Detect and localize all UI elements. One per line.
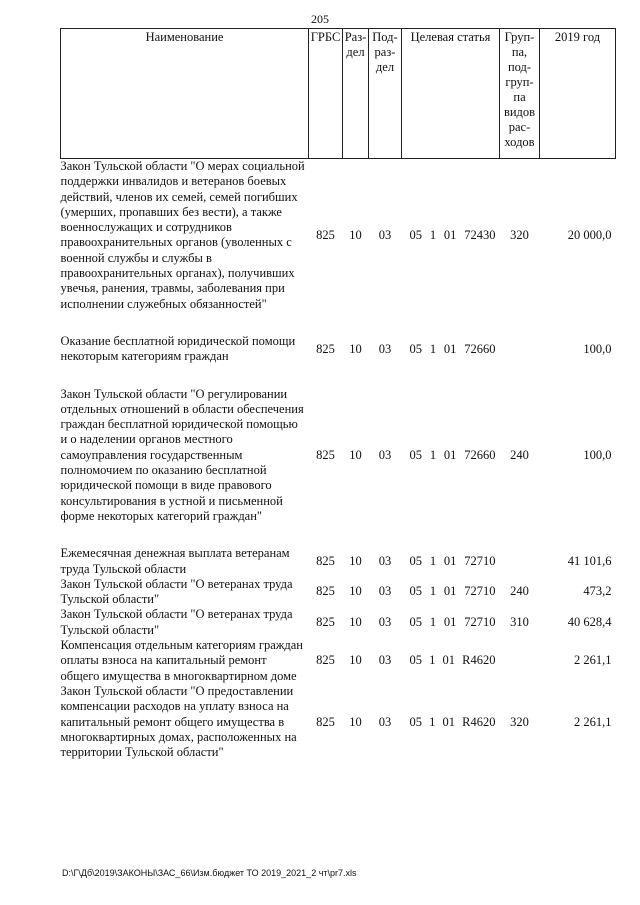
row-amount: 100,0 (583, 447, 612, 462)
budget-table (60, 28, 616, 760)
row-podrazdel: 03 (378, 615, 392, 630)
target-part: 72660 (464, 341, 496, 356)
row-target (402, 334, 500, 365)
row-podrazdel: 03 (378, 653, 392, 668)
row-amount: 20 000,0 (567, 227, 612, 242)
header-year: 2019 год (540, 29, 616, 159)
target-part: 01 (443, 341, 457, 356)
row-grbs: 825 (316, 341, 335, 356)
file-path-footer: D:\Г\Дб\2019\ЗАКОНЫ\ЗАС_66\Изм.бюджет ТО 2019_2021_2 чт\pr7.xls (62, 868, 357, 878)
target-part: 01 (443, 584, 457, 599)
row-group: 320 (510, 714, 529, 729)
target-part: 1 (429, 584, 437, 599)
row-grbs: 825 (316, 553, 335, 568)
row-razdel: 10 (349, 653, 362, 668)
row-group (500, 334, 540, 365)
table-row (61, 334, 616, 365)
row-name: Оказание бесплатной юридической помощи некоторым категориям граждан (60, 333, 296, 364)
target-part: 05 (409, 714, 422, 729)
row-amount: 2 261,1 (574, 653, 612, 668)
table-row (61, 159, 616, 312)
row-name: Компенсация отдельным категориям граждан оплаты взноса на капитальный ремонт общего имущества в многоквартирном доме (60, 638, 303, 683)
row-podrazdel: 03 (378, 341, 392, 356)
row-group: 240 (510, 584, 529, 599)
row-razdel: 10 (349, 615, 362, 630)
target-part: 05 (409, 341, 422, 356)
row-target (402, 546, 500, 577)
target-part: 1 (429, 714, 436, 729)
row-podrazdel: 03 (378, 227, 392, 242)
target-part: 01 (443, 227, 457, 242)
target-part: 05 (409, 615, 422, 630)
page-number: 205 (311, 12, 329, 26)
row-podrazdel: 03 (378, 714, 392, 729)
row-target (402, 159, 500, 312)
header-razdel: Раз-дел (343, 29, 369, 159)
row-group (500, 546, 540, 577)
row-amount: 473,2 (583, 584, 612, 599)
row-name: Закон Тульской области "О ветеранах труда Тульской области" (60, 576, 293, 607)
target-part: 1 (429, 553, 437, 568)
row-grbs: 825 (316, 584, 335, 599)
target-part: 01 (443, 553, 457, 568)
target-part: 01 (442, 714, 455, 729)
row-target (402, 638, 500, 684)
target-part: 01 (443, 615, 457, 630)
header-name: Наименование (61, 29, 309, 159)
target-part: 72710 (464, 584, 496, 599)
target-part: 1 (429, 447, 437, 462)
target-part: 72710 (464, 553, 496, 568)
row-name: Закон Тульской области "О ветеранах труда Тульской области" (60, 607, 293, 637)
row-razdel: 10 (349, 553, 362, 568)
table-row (61, 387, 616, 525)
row-razdel: 10 (349, 584, 362, 599)
row-razdel: 10 (349, 714, 362, 729)
header-grbs: ГРБС (309, 29, 343, 159)
target-part: R4620 (462, 714, 496, 729)
row-name: Закон Тульской области "О предоставлении компенсации расходов на уплату взноса на капитальный ремонт общего имущества в многоквартирных домах, расположенных на территории Тульской области" (60, 683, 297, 760)
table-row (61, 546, 616, 577)
row-group: 310 (510, 615, 529, 630)
row-group (500, 638, 540, 684)
row-podrazdel: 03 (378, 447, 392, 462)
row-amount: 40 628,4 (567, 615, 612, 630)
target-part: 72660 (464, 447, 496, 462)
row-podrazdel: 03 (378, 584, 392, 599)
row-target (402, 387, 500, 525)
row-amount: 100,0 (583, 341, 612, 356)
header-podrazdel: Под-раз-дел (369, 29, 402, 159)
row-target (402, 684, 500, 760)
row-grbs: 825 (316, 447, 335, 462)
row-podrazdel: 03 (378, 553, 392, 568)
row-grbs: 825 (316, 615, 335, 630)
target-part: 05 (409, 653, 422, 668)
row-amount: 41 101,6 (567, 553, 612, 568)
target-part: 05 (409, 584, 422, 599)
row-group: 320 (510, 227, 529, 242)
row-target (402, 607, 500, 638)
target-part: 05 (409, 447, 422, 462)
target-part: R4620 (462, 653, 496, 668)
row-razdel: 10 (349, 341, 362, 356)
target-part: 05 (409, 227, 422, 242)
row-grbs: 825 (316, 227, 335, 242)
row-name: Закон Тульской области "О мерах социальной поддержки инвалидов и ветеранов боевых действий, членов их семей, семей погибших (умерших, пропавших без вести), а также военнослужащих и сотрудников правоохранительных органов (уволенных с военной службы и службы в правоохранительных органах), получивших увечья, ранения, травмы, заболевания при исполнении служебных обязанностей" (60, 159, 305, 311)
target-part: 01 (442, 653, 455, 668)
header-row (61, 29, 616, 159)
row-name: Закон Тульской области "О регулировании отдельных отношений в области обеспечения граждан бесплатной юридической помощью и о наделении органов местного самоуправления государственным полномочием по оказанию бесплатной юридической помощи в виде правового консультирования в устной и письменной форме некоторых категорий граждан" (60, 386, 304, 523)
row-amount: 2 261,1 (574, 714, 612, 729)
target-part: 05 (409, 553, 422, 568)
target-part: 1 (429, 341, 437, 356)
row-grbs: 825 (316, 714, 335, 729)
target-part: 01 (443, 447, 457, 462)
header-target: Целевая статья (402, 29, 500, 159)
table-row (61, 607, 616, 638)
row-group: 240 (510, 447, 529, 462)
table-row (61, 577, 616, 608)
row-grbs: 825 (316, 653, 335, 668)
target-part: 72710 (464, 615, 496, 630)
table-row (61, 638, 616, 684)
row-razdel: 10 (349, 227, 362, 242)
row-target (402, 577, 500, 608)
target-part: 1 (429, 653, 436, 668)
target-part: 1 (429, 615, 437, 630)
row-name: Ежемесячная денежная выплата ветеранам труда Тульской области (60, 546, 290, 576)
header-group: Груп-па, под-груп-па видов рас-ходов (500, 29, 540, 159)
row-razdel: 10 (349, 447, 362, 462)
table-row (61, 684, 616, 760)
target-part: 1 (429, 227, 437, 242)
target-part: 72430 (464, 227, 496, 242)
